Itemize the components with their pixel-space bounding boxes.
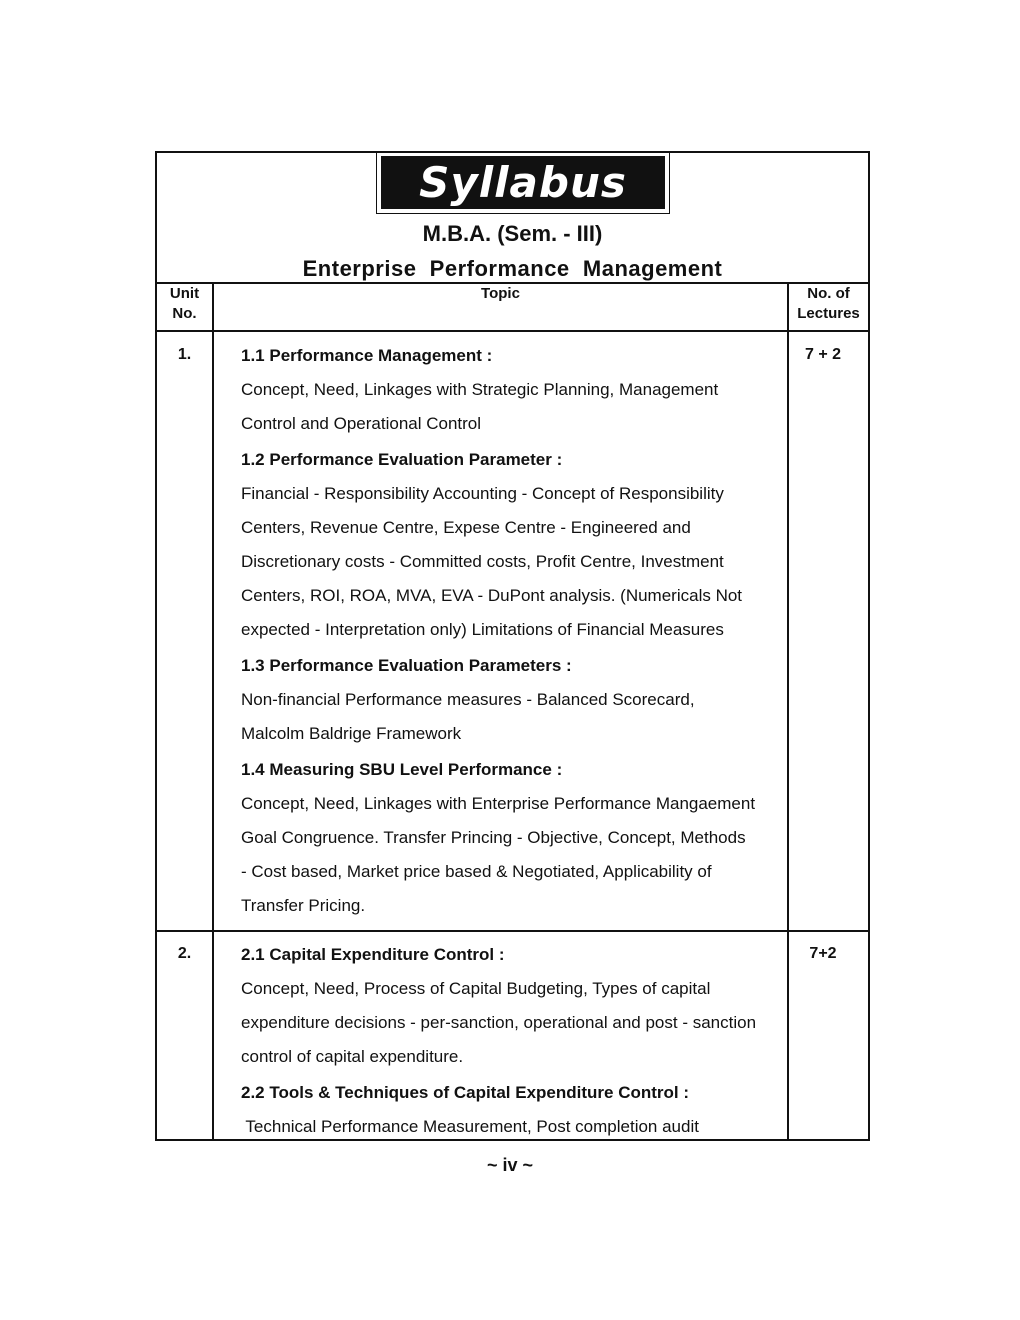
section-heading: 1.2 Performance Evaluation Parameter : xyxy=(241,450,563,469)
section-heading: 1.3 Performance Evaluation Parameters : xyxy=(241,656,572,675)
syllabus-badge-label: Syllabus xyxy=(381,156,665,209)
header-topic: Topic xyxy=(481,285,520,302)
section-heading: 1.1 Performance Management : xyxy=(241,346,493,365)
section-heading: 2.1 Capital Expenditure Control : xyxy=(241,945,505,964)
section-text: Discretionary costs - Committed costs, Profit Centre, Investment xyxy=(241,552,724,571)
section-text: Concept, Need, Linkages with Strategic Planning, Management xyxy=(241,380,719,399)
header-unit-no: Unit No. xyxy=(169,285,200,322)
section-text: expected - Interpretation only) Limitations of Financial Measures xyxy=(241,620,724,639)
section-text: Control and Operational Control xyxy=(241,414,482,433)
column-rule-left xyxy=(212,282,214,1141)
course-title: M.B.A. (Sem. - III) xyxy=(422,221,603,246)
section-heading: 1.4 Measuring SBU Level Performance : xyxy=(241,760,563,779)
unit-lectures: 7 + 2 xyxy=(804,346,842,363)
header-lectures: No. of Lectures xyxy=(797,285,860,322)
syllabus-frame xyxy=(155,151,870,1141)
section-text: Goal Congruence. Transfer Princing - Objective, Concept, Methods xyxy=(241,828,746,847)
section-text: control of capital expenditure. xyxy=(241,1047,464,1066)
section-text: Transfer Pricing. xyxy=(241,896,366,915)
section-heading: 2.2 Tools & Techniques of Capital Expenditure Control : xyxy=(241,1083,690,1102)
unit-topics xyxy=(241,938,781,1144)
unit-number: 2. xyxy=(177,945,192,962)
column-rule-right xyxy=(787,282,789,1141)
unit-topics xyxy=(241,339,781,923)
section-text: - Cost based, Market price based & Negotiated, Applicability of xyxy=(241,862,712,881)
subject-title: Enterprise Performance Management xyxy=(302,256,723,281)
unit-divider-rule xyxy=(157,930,868,932)
unit-number: 1. xyxy=(177,346,192,363)
section-text: Financial - Responsibility Accounting - Concept of Responsibility xyxy=(241,484,724,503)
section-text: Non-financial Performance measures - Balanced Scorecard, xyxy=(241,690,695,709)
section-text: Centers, Revenue Centre, Expese Centre - Engineered and xyxy=(241,518,691,537)
syllabus-badge xyxy=(376,153,670,214)
page-number: ~ iv ~ xyxy=(486,1155,534,1175)
section-text: Concept, Need, Process of Capital Budgeting, Types of capital xyxy=(241,979,711,998)
section-text: Malcolm Baldrige Framework xyxy=(241,724,462,743)
section-text: Concept, Need, Linkages with Enterprise Performance Mangaement xyxy=(241,794,756,813)
section-text: Centers, ROI, ROA, MVA, EVA - DuPont analysis. (Numericals Not xyxy=(241,586,743,605)
section-text: Technical Performance Measurement, Post completion audit xyxy=(241,1117,699,1136)
section-text: expenditure decisions - per-sanction, operational and post - sanction xyxy=(241,1013,757,1032)
unit-lectures: 7+2 xyxy=(809,945,837,962)
header-bottom-rule xyxy=(157,330,868,332)
